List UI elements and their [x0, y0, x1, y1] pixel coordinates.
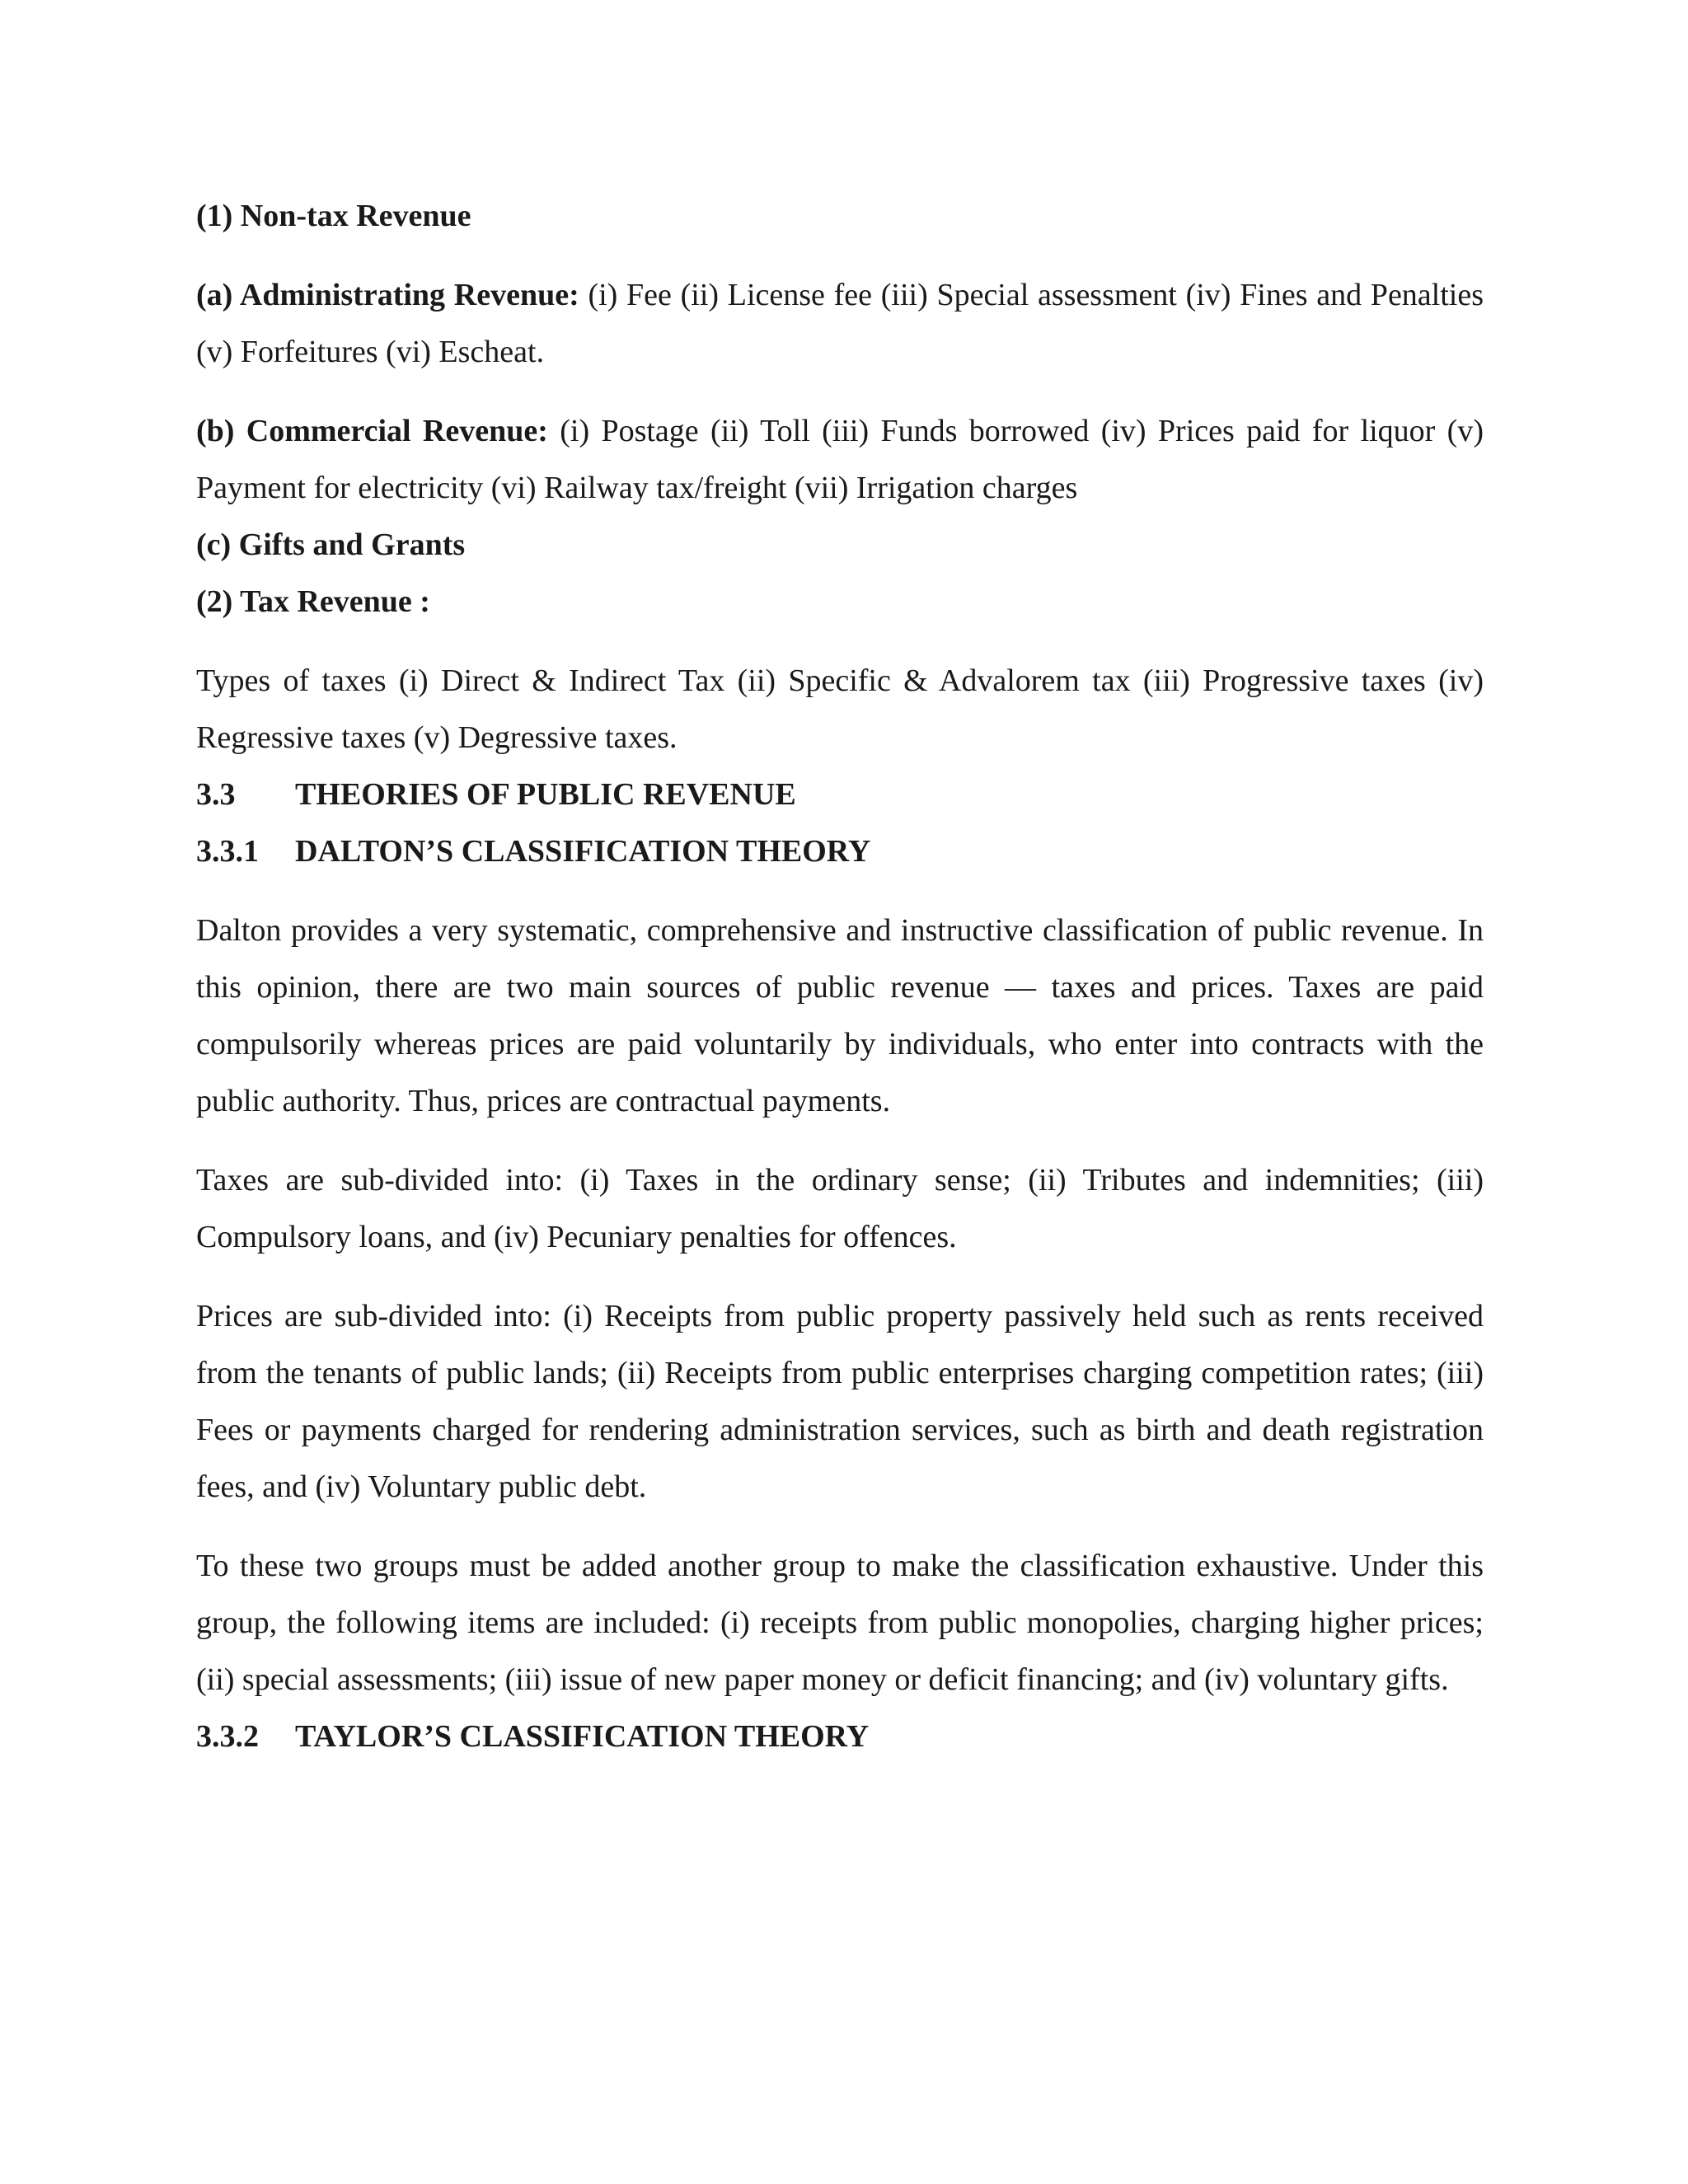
section-title: TAYLOR’S CLASSIFICATION THEORY [295, 1719, 870, 1754]
commercial-revenue-text: (i) Postage (ii) Toll (iii) Funds borrowed (iv) Prices paid for liquor (v) Payment for electricity (vi) Railway tax/freight (vii) Irrigation charges [196, 414, 1484, 505]
section-title: DALTON’S CLASSIFICATION THEORY [295, 834, 871, 869]
section-3-3-heading [196, 766, 1484, 823]
administrating-revenue-text: (i) Fee (ii) License fee (iii) Special assessment (iv) Fines and Penalties (v) Forfeitures (vi) Escheat. [196, 278, 1484, 369]
section-3-3-2-heading [196, 1708, 1484, 1765]
section-number: 3.3.1 [196, 834, 259, 869]
nontax-revenue-heading: (1) Non-tax Revenue [196, 199, 471, 233]
section-title: THEORIES OF PUBLIC REVENUE [295, 777, 796, 812]
dalton-paragraph-1: Dalton provides a very systematic, comprehensive and instructive classification of public revenue. In this opinion, there are two main sources of public revenue — taxes and prices. Taxes are paid compulsorily whereas prices are paid voluntarily by individuals, who enter into contracts with the public authority. Thus, prices are contractual payments. [196, 913, 1484, 1118]
commercial-revenue-label: (b) Commercial Revenue: [196, 414, 548, 448]
section-3-3-1-heading [196, 823, 1484, 880]
tax-revenue-heading: (2) Tax Revenue : [196, 584, 430, 619]
dalton-paragraph-3: Prices are sub-divided into: (i) Receipts from public property passively held such as rents received from the tenants of public lands; (ii) Receipts from public enterprises charging competition rates; (iii) Fees or payments charged for rendering administration services, such as birth and death registration fees, and (iv) Voluntary public debt. [196, 1299, 1484, 1504]
section-number: 3.3.2 [196, 1719, 259, 1754]
commercial-revenue-paragraph [196, 403, 1484, 517]
gifts-grants-heading: (c) Gifts and Grants [196, 527, 466, 562]
administrating-revenue-label: (a) Administrating Revenue: [196, 278, 579, 312]
dalton-paragraph-2: Taxes are sub-divided into: (i) Taxes in the ordinary sense; (ii) Tributes and indemnities; (iii) Compulsory loans, and (iv) Pecuniary penalties for offences. [196, 1163, 1484, 1254]
administrating-revenue-paragraph [196, 267, 1484, 381]
section-number: 3.3 [196, 777, 236, 812]
types-of-taxes-paragraph: Types of taxes (i) Direct & Indirect Tax (ii) Specific & Advalorem tax (iii) Progressive taxes (iv) Regressive taxes (v) Degressive taxes. [196, 663, 1484, 755]
document-page [196, 188, 1484, 1765]
dalton-paragraph-4: To these two groups must be added another group to make the classification exhaustive. Under this group, the following items are included: (i) receipts from public monopolies, charging higher prices; (ii) special assessments; (iii) issue of new paper money or deficit financing; and (iv) voluntary gifts. [196, 1549, 1484, 1697]
